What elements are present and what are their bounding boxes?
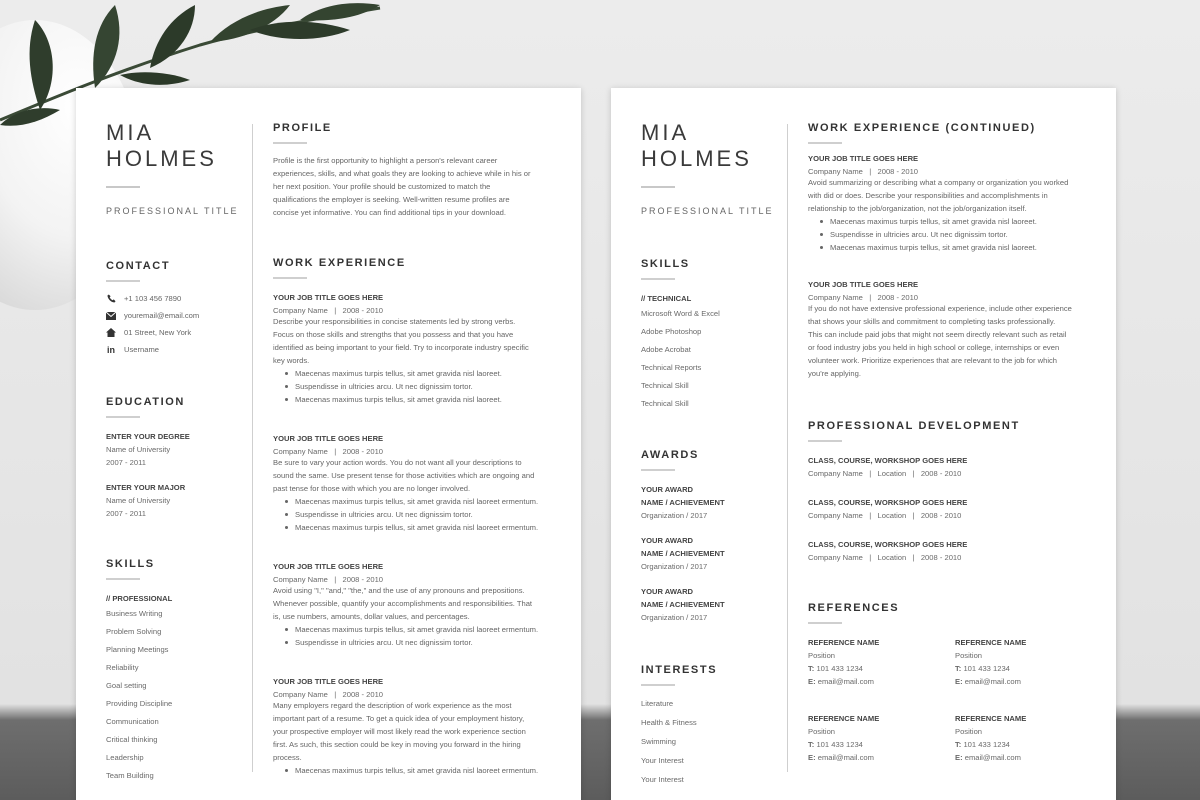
address-text: 01 Street, New York [124, 328, 192, 337]
years: 2007 - 2011 [106, 509, 146, 518]
name-rule [641, 186, 675, 188]
skills-subheading: // TECHNICAL [641, 294, 692, 303]
job-meta: Company Name | 2008 - 2010 [808, 167, 919, 176]
awards-heading: AWARDS [641, 449, 699, 461]
reference-email[interactable]: email@mail.com [964, 753, 1021, 762]
list-item: Swimming [641, 737, 677, 746]
professional-title: PROFESSIONAL TITLE [641, 206, 774, 216]
list-item: Goal setting [106, 681, 147, 690]
reference-position: Position [808, 727, 836, 736]
list-item: Microsoft Word & Excel [641, 309, 720, 318]
text-line: past tense for those with which you are no longer involved. [273, 484, 471, 493]
job-title: YOUR JOB TITLE GOES HERE [273, 293, 384, 302]
interests-heading: INTERESTS [641, 664, 718, 676]
text-line: first. As such, this section could be key in moving you forward in the hiring [273, 740, 521, 749]
email-label: E: [808, 677, 816, 686]
bullet-item: Suspendisse in ultricies arcu. Ut nec dignissim tortor. [820, 228, 1098, 241]
reference-position: Position [955, 651, 983, 660]
reference-tel: 101 433 1234 [816, 664, 863, 673]
bullet-list [820, 215, 1098, 254]
list-item: Communication [106, 717, 159, 726]
interests-rule [641, 684, 675, 686]
bullet-item: Maecenas maximus turpis tellus, sit amet gravida nisl laoreet. [820, 241, 1098, 254]
bullet-list [285, 495, 563, 534]
main-column [273, 88, 563, 777]
job-entry [273, 434, 563, 534]
text-line: qualifications the employer is seeking. Well-written resume profiles are [273, 195, 510, 204]
profile-rule [273, 142, 307, 144]
job-meta: Company Name | 2008 - 2010 [273, 575, 384, 584]
course-item [808, 498, 1098, 520]
reference-name: REFERENCE NAME [955, 638, 1027, 647]
name-line-2: HOLMES [641, 146, 752, 171]
job-entry [273, 293, 563, 406]
left-sidebar [106, 88, 256, 785]
skills-heading: SKILLS [106, 558, 155, 570]
work-heading: WORK EXPERIENCE [273, 257, 406, 269]
job-title: YOUR JOB TITLE GOES HERE [273, 434, 384, 443]
list-item: Literature [641, 699, 674, 708]
contact-phone [106, 290, 256, 307]
bullet-item: Maecenas maximus turpis tellus, sit amet gravida nisl laoreet. [285, 393, 563, 406]
prof-dev-rule [808, 440, 842, 442]
job-meta: Company Name | 2008 - 2010 [273, 690, 384, 699]
course-title: CLASS, COURSE, WORKSHOP GOES HERE [808, 456, 968, 465]
list-item: Technical Reports [641, 363, 702, 372]
job-meta: Company Name | 2008 - 2010 [273, 447, 384, 456]
envelope-icon [106, 311, 116, 321]
bullet-list [285, 623, 563, 649]
column-divider [787, 124, 788, 772]
text-line: identified as being important to your field. Try to incorporate industry specific [273, 343, 529, 352]
job-entry [273, 562, 563, 649]
job-meta: Company Name | 2008 - 2010 [273, 306, 384, 315]
award-name: YOUR AWARD [641, 536, 694, 545]
reference-tel: 101 433 1234 [816, 740, 863, 749]
bullet-item: Maecenas maximus turpis tellus, sit amet gravida nisl laoreet. [285, 367, 563, 380]
skills-subheading: // PROFESSIONAL [106, 594, 173, 603]
text-line: This can include paid jobs that might not seem directly relevant such as retail [808, 330, 1067, 339]
reference-position: Position [955, 727, 983, 736]
tel-label: T: [955, 664, 962, 673]
reference-tel: 101 433 1234 [963, 740, 1010, 749]
text-line: Avoid using "I," "and," "the," and the use of any pronouns and prepositions. [273, 586, 525, 595]
bullet-item: Maecenas maximus turpis tellus, sit amet gravida nisl laoreet. [820, 215, 1098, 228]
award-item [641, 483, 791, 522]
bullet-item: Maecenas maximus turpis tellus, sit amet gravida nisl laoreet ermentum. [285, 521, 563, 534]
job-entry [808, 280, 1098, 380]
award-name: YOUR AWARD [641, 587, 694, 596]
list-item: Business Writing [106, 609, 163, 618]
reference-email[interactable]: email@mail.com [964, 677, 1021, 686]
years: 2007 - 2011 [106, 458, 146, 467]
course-meta: Company Name | Location | 2008 - 2010 [808, 511, 962, 520]
text-line: Be sure to vary your action words. You do not want all your descriptions to [273, 458, 522, 467]
reference-item [955, 714, 1095, 764]
tel-label: T: [808, 664, 815, 673]
email-label: E: [808, 753, 816, 762]
course-item [808, 540, 1098, 562]
award-name: NAME / ACHIEVEMENT [641, 549, 725, 558]
left-sidebar [641, 88, 791, 789]
text-line: that shows your skills and commitment to completing tasks professionally. [808, 317, 1056, 326]
list-item: Technical Skill [641, 381, 689, 390]
text-line: or food industry jobs you held in high school or college, internships or even [808, 343, 1060, 352]
references-rule [808, 622, 842, 624]
list-item: Reliability [106, 663, 139, 672]
email-label: E: [955, 753, 963, 762]
list-item: Your Interest [641, 756, 684, 765]
reference-email[interactable]: email@mail.com [817, 677, 874, 686]
bullet-list [285, 764, 563, 777]
text-line: important part of a resume. To get a quick idea of your employment history, [273, 714, 525, 723]
main-column [808, 88, 1098, 764]
text-line: Profile is the first opportunity to highlight a person's relevant career [273, 156, 498, 165]
bullet-item: Suspendisse in ultricies arcu. Ut nec dignissim tortor. [285, 380, 563, 393]
contact-address [106, 324, 256, 341]
name-line-1: MIA [106, 120, 155, 145]
course-title: CLASS, COURSE, WORKSHOP GOES HERE [808, 498, 968, 507]
text-line: Many employers regard the description of work experience as the most [273, 701, 512, 710]
reference-email[interactable]: email@mail.com [817, 753, 874, 762]
text-line: her next position. Your profile should be customized to match the [273, 182, 491, 191]
skills-list [106, 605, 256, 785]
bullet-item: Suspendisse in ultricies arcu. Ut nec dignissim tortor. [285, 508, 563, 521]
job-title: YOUR JOB TITLE GOES HERE [273, 562, 384, 571]
course-meta: Company Name | Location | 2008 - 2010 [808, 553, 962, 562]
award-org: Organization / 2017 [641, 511, 708, 520]
name-line-1: MIA [641, 120, 690, 145]
text-line: key words. [273, 356, 310, 365]
education-item [106, 481, 256, 520]
resume-page-1 [76, 88, 581, 800]
course-meta: Company Name | Location | 2008 - 2010 [808, 469, 962, 478]
list-item: Planning Meetings [106, 645, 169, 654]
reference-position: Position [808, 651, 836, 660]
references-grid [808, 638, 1098, 764]
linkedin-icon: in [107, 344, 115, 355]
bullet-item: Maecenas maximus turpis tellus, sit amet gravida nisl laoreet ermentum. [285, 764, 563, 777]
reference-item [955, 638, 1095, 688]
contact-linkedin [106, 341, 256, 358]
text-line: If you do not have extensive professional experience, include other experience [808, 304, 1072, 313]
text-line: is, use numbers, amounts, dollar values, and percentages. [273, 612, 470, 621]
skills-rule [106, 578, 140, 580]
education-item [106, 430, 256, 469]
name-rule [106, 186, 140, 188]
list-item: Health & Fitness [641, 718, 697, 727]
job-meta: Company Name | 2008 - 2010 [808, 293, 919, 302]
reference-tel: 101 433 1234 [963, 664, 1010, 673]
profile-text [273, 154, 563, 219]
bullet-item: Suspendisse in ultricies arcu. Ut nec dignissim tortor. [285, 636, 563, 649]
email-text[interactable]: youremail@email.com [124, 311, 200, 320]
course-item [808, 456, 1098, 478]
text-line: you're applying. [808, 369, 861, 378]
work-continued-heading: WORK EXPERIENCE (CONTINUED) [808, 122, 1036, 134]
course-title: CLASS, COURSE, WORKSHOP GOES HERE [808, 540, 968, 549]
list-item: Critical thinking [106, 735, 158, 744]
text-line: your prospective employer will most likely read the work experience section [273, 727, 526, 736]
list-item: Problem Solving [106, 627, 162, 636]
work-rule [273, 277, 307, 279]
skills-list [641, 305, 791, 413]
contact-heading: CONTACT [106, 260, 171, 272]
phone-icon [106, 294, 116, 304]
reference-item [808, 714, 955, 764]
award-name: NAME / ACHIEVEMENT [641, 498, 725, 507]
list-item: Adobe Photoshop [641, 327, 702, 336]
job-title: YOUR JOB TITLE GOES HERE [808, 154, 919, 163]
list-item: Leadership [106, 753, 144, 762]
tel-label: T: [955, 740, 962, 749]
job-title: YOUR JOB TITLE GOES HERE [808, 280, 919, 289]
award-org: Organization / 2017 [641, 562, 708, 571]
award-item [641, 585, 791, 624]
text-line: Describe your responsibilities in concise statements led by strong verbs. [273, 317, 516, 326]
work-continued-rule [808, 142, 842, 144]
text-line: relationship to the job/organization, not the job/organization itself. [808, 204, 1027, 213]
award-name: YOUR AWARD [641, 485, 694, 494]
text-line: volunteer work. Prioritize experiences that are relevant to the job for which [808, 356, 1058, 365]
text-line: sound the same. Use present tense for those activities which are ongoing and [273, 471, 535, 480]
award-item [641, 534, 791, 573]
column-divider [252, 124, 253, 772]
professional-title: PROFESSIONAL TITLE [106, 206, 239, 216]
text-line: Focus on those skills and strengths that you possess and that you have [273, 330, 514, 339]
school: Name of University [106, 445, 171, 454]
bullet-list [285, 367, 563, 406]
education-heading: EDUCATION [106, 396, 185, 408]
text-line: Whenever possible, quantify your accomplishments and responsibilities. That [273, 599, 533, 608]
home-icon [106, 328, 116, 338]
contact-email [106, 307, 256, 324]
tel-label: T: [808, 740, 815, 749]
list-item: Team Building [106, 771, 154, 780]
reference-name: REFERENCE NAME [808, 638, 880, 647]
profile-heading: PROFILE [273, 122, 332, 134]
award-org: Organization / 2017 [641, 613, 708, 622]
references-heading: REFERENCES [808, 602, 900, 614]
text-line: process. [273, 753, 302, 762]
job-entry [808, 154, 1098, 254]
resume-page-2 [611, 88, 1116, 800]
prof-dev-heading: PROFESSIONAL DEVELOPMENT [808, 420, 1020, 432]
education-rule [106, 416, 140, 418]
awards-rule [641, 469, 675, 471]
name-line-2: HOLMES [106, 146, 217, 171]
interests-list [641, 694, 791, 789]
degree: ENTER YOUR MAJOR [106, 483, 186, 492]
bullet-item: Maecenas maximus turpis tellus, sit amet gravida nisl laoreet ermentum. [285, 623, 563, 636]
text-line: with did or does. Describe your responsibilities and accomplishments in [808, 191, 1048, 200]
list-item: Adobe Acrobat [641, 345, 691, 354]
award-name: NAME / ACHIEVEMENT [641, 600, 725, 609]
text-line: concise yet informative. You can find additional tips in your download. [273, 208, 507, 217]
skills-heading: SKILLS [641, 258, 690, 270]
list-item: Your Interest [641, 775, 684, 784]
reference-name: REFERENCE NAME [955, 714, 1027, 723]
list-item: Providing Discipline [106, 699, 173, 708]
job-entry [273, 677, 563, 777]
text-line: experiences, skills, and what goals they are looking to achieve while in his or [273, 169, 531, 178]
email-label: E: [955, 677, 963, 686]
skills-rule [641, 278, 675, 280]
list-item: Technical Skill [641, 399, 689, 408]
contact-rule [106, 280, 140, 282]
degree: ENTER YOUR DEGREE [106, 432, 190, 441]
job-title: YOUR JOB TITLE GOES HERE [273, 677, 384, 686]
reference-name: REFERENCE NAME [808, 714, 880, 723]
linkedin-text[interactable]: Username [124, 345, 160, 354]
school: Name of University [106, 496, 171, 505]
bullet-item: Maecenas maximus turpis tellus, sit amet gravida nisl laoreet ermentum. [285, 495, 563, 508]
phone-text: +1 103 456 7890 [124, 294, 182, 303]
reference-item [808, 638, 955, 688]
text-line: Avoid summarizing or describing what a company or organization you worked [808, 178, 1069, 187]
